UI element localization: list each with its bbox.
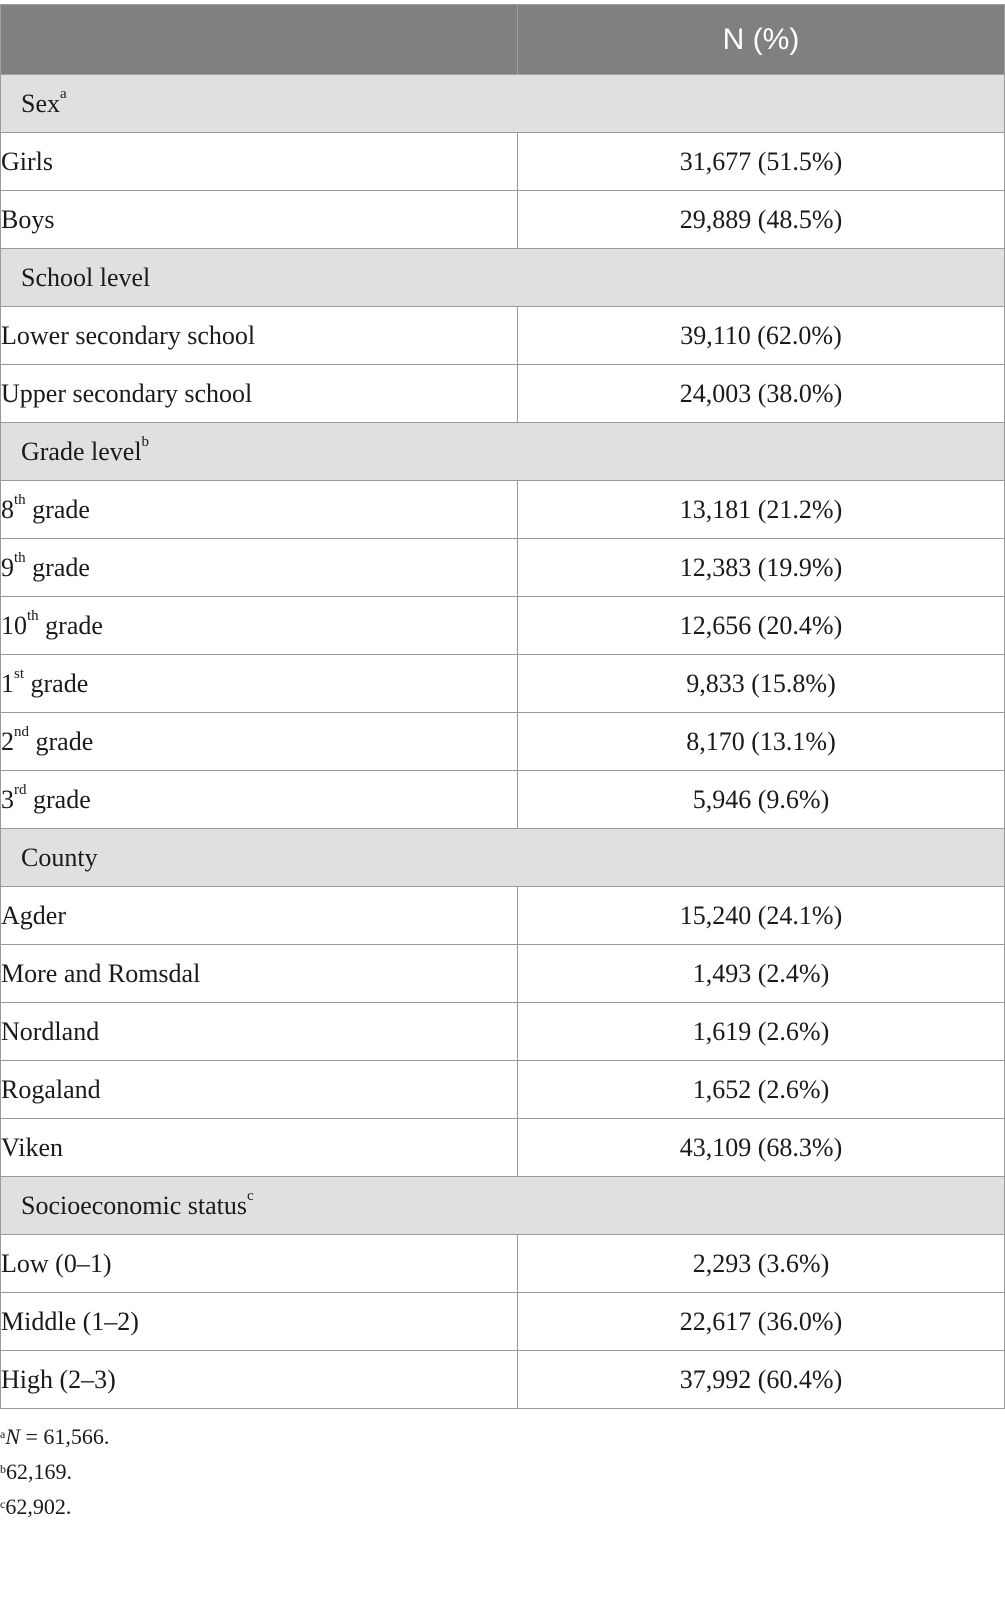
row-value: 12,656 (20.4%): [518, 597, 1005, 655]
footnote-marker: c: [247, 1187, 254, 1204]
row-label-text: 10: [1, 610, 27, 640]
table-row: [1, 713, 1005, 771]
ordinal-suffix: st: [14, 665, 25, 682]
section-header-row: [1, 1177, 1005, 1235]
table-row: [1, 1119, 1005, 1177]
row-label-suffix: grade: [29, 726, 94, 756]
footnote-text: = 61,566.: [20, 1424, 110, 1449]
row-label: [1, 597, 518, 655]
row-label: [1, 1293, 518, 1351]
row-value: 9,833 (15.8%): [518, 655, 1005, 713]
row-label-text: 2: [1, 726, 14, 756]
section-title-text: County: [21, 842, 98, 872]
footnote-mark: a: [0, 1427, 6, 1441]
section-header-row: [1, 423, 1005, 481]
row-value: 15,240 (24.1%): [518, 887, 1005, 945]
row-label-text: 1: [1, 668, 14, 698]
table-footnotes: [0, 1409, 1005, 1524]
table-row: [1, 1003, 1005, 1061]
row-value: 2,293 (3.6%): [518, 1235, 1005, 1293]
row-value: 1,619 (2.6%): [518, 1003, 1005, 1061]
section-title: [1, 75, 1005, 133]
table-row: [1, 945, 1005, 1003]
row-label-text: Nordland: [1, 1016, 100, 1046]
row-value: 12,383 (19.9%): [518, 539, 1005, 597]
row-label-text: Low (0–1): [1, 1248, 112, 1278]
footnote-mark: c: [0, 1497, 6, 1511]
table-body: [1, 75, 1005, 1409]
table-row: [1, 365, 1005, 423]
row-label-text: Rogaland: [1, 1074, 101, 1104]
header-label-cell: [1, 5, 518, 75]
row-label: [1, 539, 518, 597]
row-label-text: Girls: [1, 146, 53, 176]
section-title-text: Sex: [21, 88, 60, 118]
row-label: [1, 945, 518, 1003]
row-label: [1, 133, 518, 191]
footnote-mark: b: [0, 1462, 6, 1476]
row-label-text: 8: [1, 494, 14, 524]
row-value: 29,889 (48.5%): [518, 191, 1005, 249]
footnote-text: 62,169.: [6, 1459, 72, 1484]
section-title-text: School level: [21, 262, 151, 292]
row-label-text: Viken: [1, 1132, 63, 1162]
row-value: 13,181 (21.2%): [518, 481, 1005, 539]
footnote: [0, 1489, 1005, 1524]
ordinal-suffix: th: [14, 549, 26, 566]
row-label-text: Agder: [1, 900, 66, 930]
table-row: [1, 1061, 1005, 1119]
ordinal-suffix: th: [27, 607, 39, 624]
footnote: [0, 1419, 1005, 1454]
table-row: [1, 1351, 1005, 1409]
table-row: [1, 539, 1005, 597]
table-row: [1, 191, 1005, 249]
row-value: 8,170 (13.1%): [518, 713, 1005, 771]
footnote-italic: N: [5, 1424, 21, 1449]
section-header-row: [1, 829, 1005, 887]
header-n-percent: N (%): [518, 5, 1005, 75]
row-label: [1, 1003, 518, 1061]
row-label-text: Upper secondary school: [1, 378, 253, 408]
section-title: [1, 423, 1005, 481]
row-value: 5,946 (9.6%): [518, 771, 1005, 829]
row-label-suffix: grade: [26, 784, 91, 814]
table-row: [1, 887, 1005, 945]
row-label-text: Middle (1–2): [1, 1306, 139, 1336]
row-label-text: Lower secondary school: [1, 320, 256, 350]
row-value: 24,003 (38.0%): [518, 365, 1005, 423]
section-title: [1, 249, 1005, 307]
footnote: [0, 1454, 1005, 1489]
demographics-table: [0, 4, 1005, 1409]
section-title: [1, 1177, 1005, 1235]
section-title-text: Grade level: [21, 436, 142, 466]
row-label-text: More and Romsdal: [1, 958, 201, 988]
row-label: [1, 481, 518, 539]
table-row: [1, 481, 1005, 539]
row-label: [1, 887, 518, 945]
row-value: 43,109 (68.3%): [518, 1119, 1005, 1177]
section-title: [1, 829, 1005, 887]
row-label: [1, 365, 518, 423]
row-label: [1, 1061, 518, 1119]
row-value: 31,677 (51.5%): [518, 133, 1005, 191]
row-value: 37,992 (60.4%): [518, 1351, 1005, 1409]
table-header-row: [1, 5, 1005, 75]
row-label-suffix: grade: [25, 494, 90, 524]
footnote-text: 62,902.: [5, 1494, 72, 1519]
table-row: [1, 655, 1005, 713]
row-label-text: 3: [1, 784, 14, 814]
ordinal-suffix: nd: [14, 723, 29, 740]
section-header-row: [1, 249, 1005, 307]
row-label-suffix: grade: [24, 668, 89, 698]
row-label: [1, 1351, 518, 1409]
table-row: [1, 133, 1005, 191]
row-value: 1,652 (2.6%): [518, 1061, 1005, 1119]
row-label: [1, 191, 518, 249]
row-label-text: Boys: [1, 204, 55, 234]
row-label-suffix: grade: [38, 610, 103, 640]
table-row: [1, 307, 1005, 365]
row-label: [1, 307, 518, 365]
ordinal-suffix: th: [14, 491, 26, 508]
row-label-suffix: grade: [25, 552, 90, 582]
row-value: 22,617 (36.0%): [518, 1293, 1005, 1351]
table-row: [1, 1235, 1005, 1293]
row-label: [1, 655, 518, 713]
row-label: [1, 771, 518, 829]
row-label-text: High (2–3): [1, 1364, 116, 1394]
table-row: [1, 597, 1005, 655]
row-label-text: 9: [1, 552, 14, 582]
row-value: 1,493 (2.4%): [518, 945, 1005, 1003]
ordinal-suffix: rd: [14, 781, 27, 798]
row-label: [1, 1119, 518, 1177]
row-value: 39,110 (62.0%): [518, 307, 1005, 365]
footnote-marker: b: [141, 433, 150, 450]
footnote-marker: a: [60, 85, 67, 102]
table-row: [1, 771, 1005, 829]
table-row: [1, 1293, 1005, 1351]
section-title-text: Socioeconomic status: [21, 1190, 248, 1220]
section-header-row: [1, 75, 1005, 133]
row-label: [1, 713, 518, 771]
row-label: [1, 1235, 518, 1293]
